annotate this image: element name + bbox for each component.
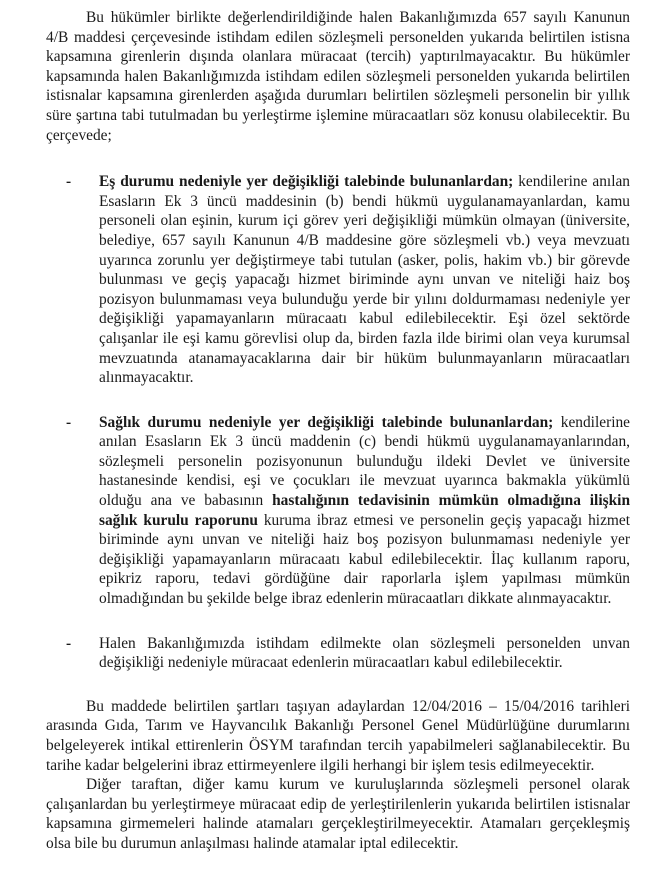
application-dates-paragraph: Bu maddede belirtilen şartları taşıyan adaylardan 12/04/2016 – 15/04/2016 tarihleri arasında Gıda, Tarım ve Hayvancılık Bakanlığı Personel Genel Müdürlüğüne durumlarını belgeleyerek intikal ettirenlerin ÖSYM tarafından tercih yapabilmeleri sağlanabilecektir. Bu tarihe kadar belgelerini ibraz ettirmeyenlere ilgili herhangi bir işlem tesis edilmeyecektir. bbox=[46, 697, 630, 774]
spouse-condition-heading: Eş durumu nedeniyle yer değişikliği talebinde bulunanlardan; bbox=[99, 173, 514, 191]
intro-paragraph: Bu hükümler birlikte değerlendirildiğinde halen Bakanlığımızda 657 sayılı Kanunun 4/B maddesi çerçevesinde istihdam edilen sözleşmeli personelden yukarıda belirtilen istisna kapsamına girenlerin dışında olanlara müracaat (tercih) yaptırılmayacaktır. Bu hükümler kapsamında halen Bakanlığımızda istihdam edilen sözleşmeli personelden yukarıda belirtilen istisnalar kapsamına girenlerden aşağıda durumları belirtilen sözleşmeli personelin bir yıllık süre şartına tabi tutulmadan bu yerleştirme işlemine müracaatları söz konusu olabilecektir. Bu çerçevede; bbox=[46, 9, 630, 144]
title-change-text: Halen Bakanlığımızda istihdam edilmekte olan sözleşmeli personelden unvan değişikliği nedeniyle müracaat edenlerin müracaatları kabul edilebilecektir. bbox=[99, 634, 630, 672]
list-item-spouse-condition bbox=[66, 172, 630, 388]
health-report-emphasis: hastalığının tedavisinin mümkün olmadığına ilişkin sağlık kurulu raporunu bbox=[99, 492, 630, 529]
bullet-dash: - bbox=[66, 634, 72, 652]
list-item-health-condition bbox=[66, 413, 630, 609]
bullet-dash: - bbox=[66, 173, 72, 191]
spouse-condition-text: kendilerine anılan Esasların Ek 3 üncü maddesinin (b) bendi hükmü uygulanamayanlardan, kamu personeli olan eşinin, kurum içi görev yeri değişikliği mümkün olmayan (üniversite, belediye, 657 sayılı Kanunun 4/B maddesine göre sözleşmeli vb.) veya mevzuatı uyarınca zorunlu yer değiştirmeye tabi tutulan (asker, polis, hakim vb.) bir görevde bulunması ve geçiş yapacağı hizmet biriminde aynı unvan ve niteliği haiz boş pozisyon bulunmaması veya bulunduğu yerde bir yılını doldurmaması nedeniyle yer değişikliği yapamayanların müracaatı kabul edilebilecektir. Eşi özel sektörde çalışanlar ile eşi kamu görevlisi olup da, birden fazla ilde birimi olan veya kurumsal mevzuatında atanamayacaklarına dair bir hüküm bulunmayanların müracaatları alınmayacaktır. bbox=[99, 173, 630, 387]
other-institutions-paragraph: Diğer taraftan, diğer kamu kurum ve kuruluşlarında sözleşmeli personel olarak çalışanlardan bu yerleştirmeye müracaat edip de yerleştirilenlerin yukarıda belirtilen istisnalar kapsamına girmemeleri halinde atamaları gerçekleştirilmeyecektir. Atamaları gerçekleşmiş olsa bile bu durumun anlaşılması halinde atamalar iptal edilecektir. bbox=[46, 776, 630, 852]
health-condition-text-cont: kuruma ibraz etmesi ve personelin geçiş yapacağı hizmet biriminde aynı unvan ve niteliği haiz boş pozisyon bulunmaması nedeniyle yer değişikliği yapamayanların müracaatı kabul edilebilecektir. İlaç kullanım raporu, epikriz raporu, tedavi gördüğüne dair raporlarla işlem yapılması mümkün olmadığından bu şekilde belge ibraz edenlerin müracaatları dikkate alınmayacaktır. bbox=[99, 511, 630, 608]
health-condition-heading: Sağlık durumu nedeniyle yer değişikliği talebinde bulunanlardan; bbox=[99, 413, 554, 431]
health-condition-text: kendilerine anılan Esasların Ek 3 üncü maddenin (c) bendi hükmü uygulanamayanlarından, sözleşmeli personelin pozisyonunun bulunduğu ildeki Devlet ve üniversite hastanesinde kendisi, eşi ve çocukları ile mevzuat uyarınca bakmakla yükümlü olduğu ana ve babasının bbox=[99, 413, 630, 510]
condition-list bbox=[46, 172, 630, 673]
list-item-title-change bbox=[66, 634, 630, 673]
bullet-dash: - bbox=[66, 413, 72, 431]
